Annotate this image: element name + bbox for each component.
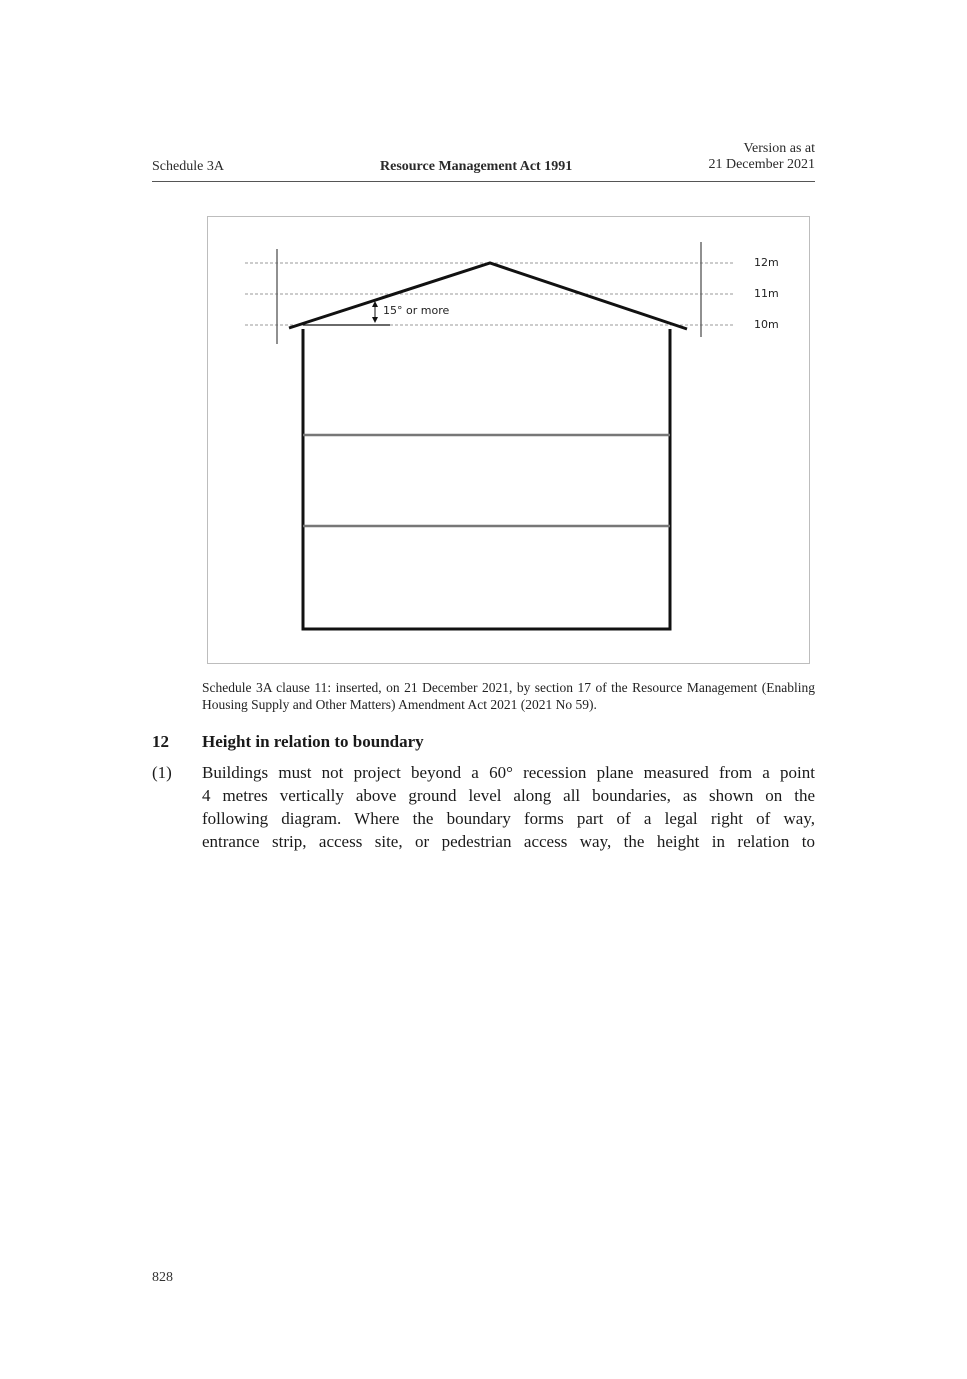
header-rule (152, 181, 815, 182)
label-11m: 11m (754, 287, 779, 300)
section-number: 12 (152, 732, 169, 751)
paragraph-line: Buildings must not project beyond a 60° recession plane measured from a point (202, 763, 815, 782)
paragraph-line: following diagram. Where the boundary forms part of a legal right of way, (202, 809, 815, 828)
paragraph-number: (1) (152, 763, 172, 782)
paragraph-line: entrance strip, access site, or pedestrian access way, the height in relation to (202, 832, 815, 851)
amendment-note: Schedule 3A clause 11: inserted, on 21 December 2021, by section 17 of the Resource Management (Enabling Housing Supply and Other Matters) Amendment Act 2021 (2021 No 59). (202, 680, 815, 712)
roof-outline (289, 263, 687, 329)
header-schedule: Schedule 3A (152, 159, 224, 174)
building-outline (303, 329, 670, 629)
page-number: 828 (152, 1270, 173, 1285)
section-title: Height in relation to boundary (202, 732, 424, 751)
header-version-label: Version as at (743, 141, 815, 156)
paragraph-text (202, 761, 815, 853)
header-version (708, 141, 815, 173)
label-12m: 12m (754, 256, 779, 269)
label-10m: 10m (754, 318, 779, 331)
paragraph-line: 4 metres vertically above ground level along all boundaries, as shown on the (202, 786, 815, 805)
header-act-title: Resource Management Act 1991 (380, 159, 573, 174)
angle-arrow-bottom-icon (372, 317, 378, 323)
height-diagram (208, 217, 809, 663)
angle-label: 15° or more (383, 304, 450, 317)
header-version-date: 21 December 2021 (708, 157, 815, 172)
height-diagram-figure (207, 216, 810, 664)
